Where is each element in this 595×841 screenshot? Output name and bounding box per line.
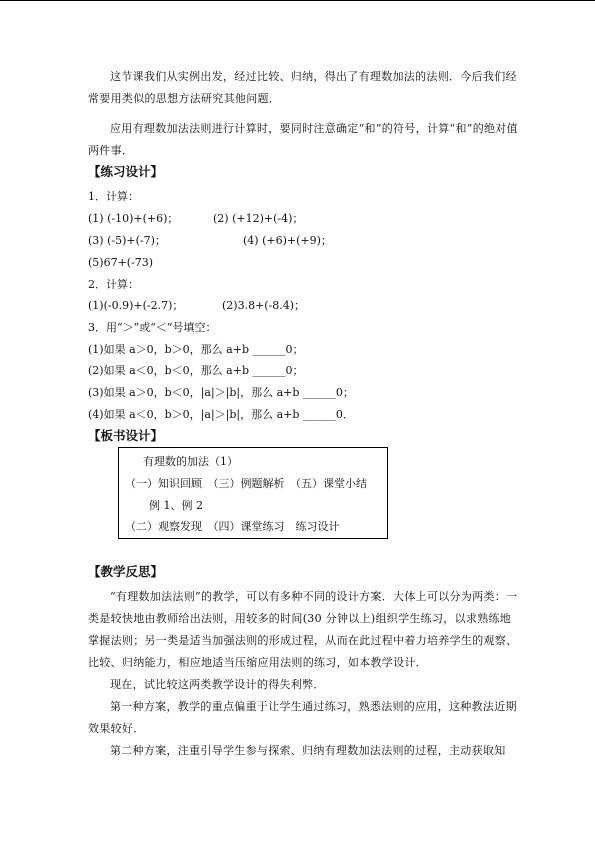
board-design-box	[118, 447, 388, 539]
q1-item-1: (1) (-10)+(+6)；	[88, 212, 179, 225]
q2-item-2: (2)3.8+(-8.4)；	[222, 299, 306, 312]
reflection-paragraph-1: “有理数加法法则”的教学，可以有多种不同的设计方案．大体上可以分为两类：一类是较快地由教师给出法则，用较多的时间(30 分钟以上)组织学生练习，以求熟练地掌握法则；另一类是适当加强法则的形成过程，从而在此过程中着力培养学生的观察、比较、归纳能力，相应地适当压缩应用法则的练习，如本教学设计．	[88, 590, 518, 669]
q1-item-4: (4) (+6)+(+9)；	[243, 234, 332, 247]
board-row-3: （二）观察发现 （四）课堂练习 练习设计	[125, 520, 340, 533]
board-row-1: （一）知识回顾 （三）例题解析 （五）课堂小结	[125, 477, 367, 490]
practice-heading: 【练习设计】	[88, 164, 164, 179]
q3-item-1: (1)如果 a＞0，b＞0，那么 a+b ______0；	[88, 343, 304, 356]
q1-item-3: (3) (-5)+(-7)；	[88, 234, 166, 247]
intro-paragraph-2: 应用有理数加法法则进行计算时，要同时注意确定“和”的符号，计算“和”的绝对值两件事．	[88, 122, 518, 157]
q1-label: 1．计算：	[88, 190, 139, 203]
q2-item-1: (1)(-0.9)+(-2.7)；	[88, 299, 184, 312]
q2-label: 2．计算：	[88, 278, 139, 291]
q1-item-5: (5)67+(-73)	[88, 256, 154, 269]
q3-item-2: (2)如果 a＜0，b＜0，那么 a+b ______0；	[88, 364, 304, 377]
board-title: 有理数的加法（1）	[143, 455, 238, 468]
reflection-paragraph-2: 现在，试比较这两类教学设计的得失利弊．	[110, 678, 325, 691]
reflection-paragraph-3: 第一种方案，教学的重点偏重于让学生通过练习，熟悉法则的应用，这种教法近期效果较好．	[88, 700, 517, 735]
intro-paragraph-1: 这节课我们从实例出发，经过比较、归纳，得出了有理数加法的法则．今后我们经常要用类似的思想方法研究其他问题．	[88, 70, 517, 105]
q3-item-3: (3)如果 a＞0，b＜0，|a|＞|b|，那么 a+b ______0；	[88, 386, 354, 399]
reflection-heading: 【教学反思】	[88, 564, 164, 579]
reflection-paragraph-4: 第二种方案，注重引导学生参与探索、归纳有理数加法法则的过程，主动获取知	[110, 744, 506, 757]
q3-label: 3．用“＞”或“＜”号填空：	[88, 321, 217, 334]
board-row-2: 例 1、例 2	[149, 499, 203, 512]
q3-item-4: (4)如果 a＜0，b＞0，|a|＞|b|，那么 a+b ______0．	[88, 408, 354, 421]
q1-item-2: (2) (+12)+(-4)；	[213, 212, 304, 225]
page-top-rule	[0, 0, 595, 1]
board-heading: 【板书设计】	[88, 428, 164, 443]
